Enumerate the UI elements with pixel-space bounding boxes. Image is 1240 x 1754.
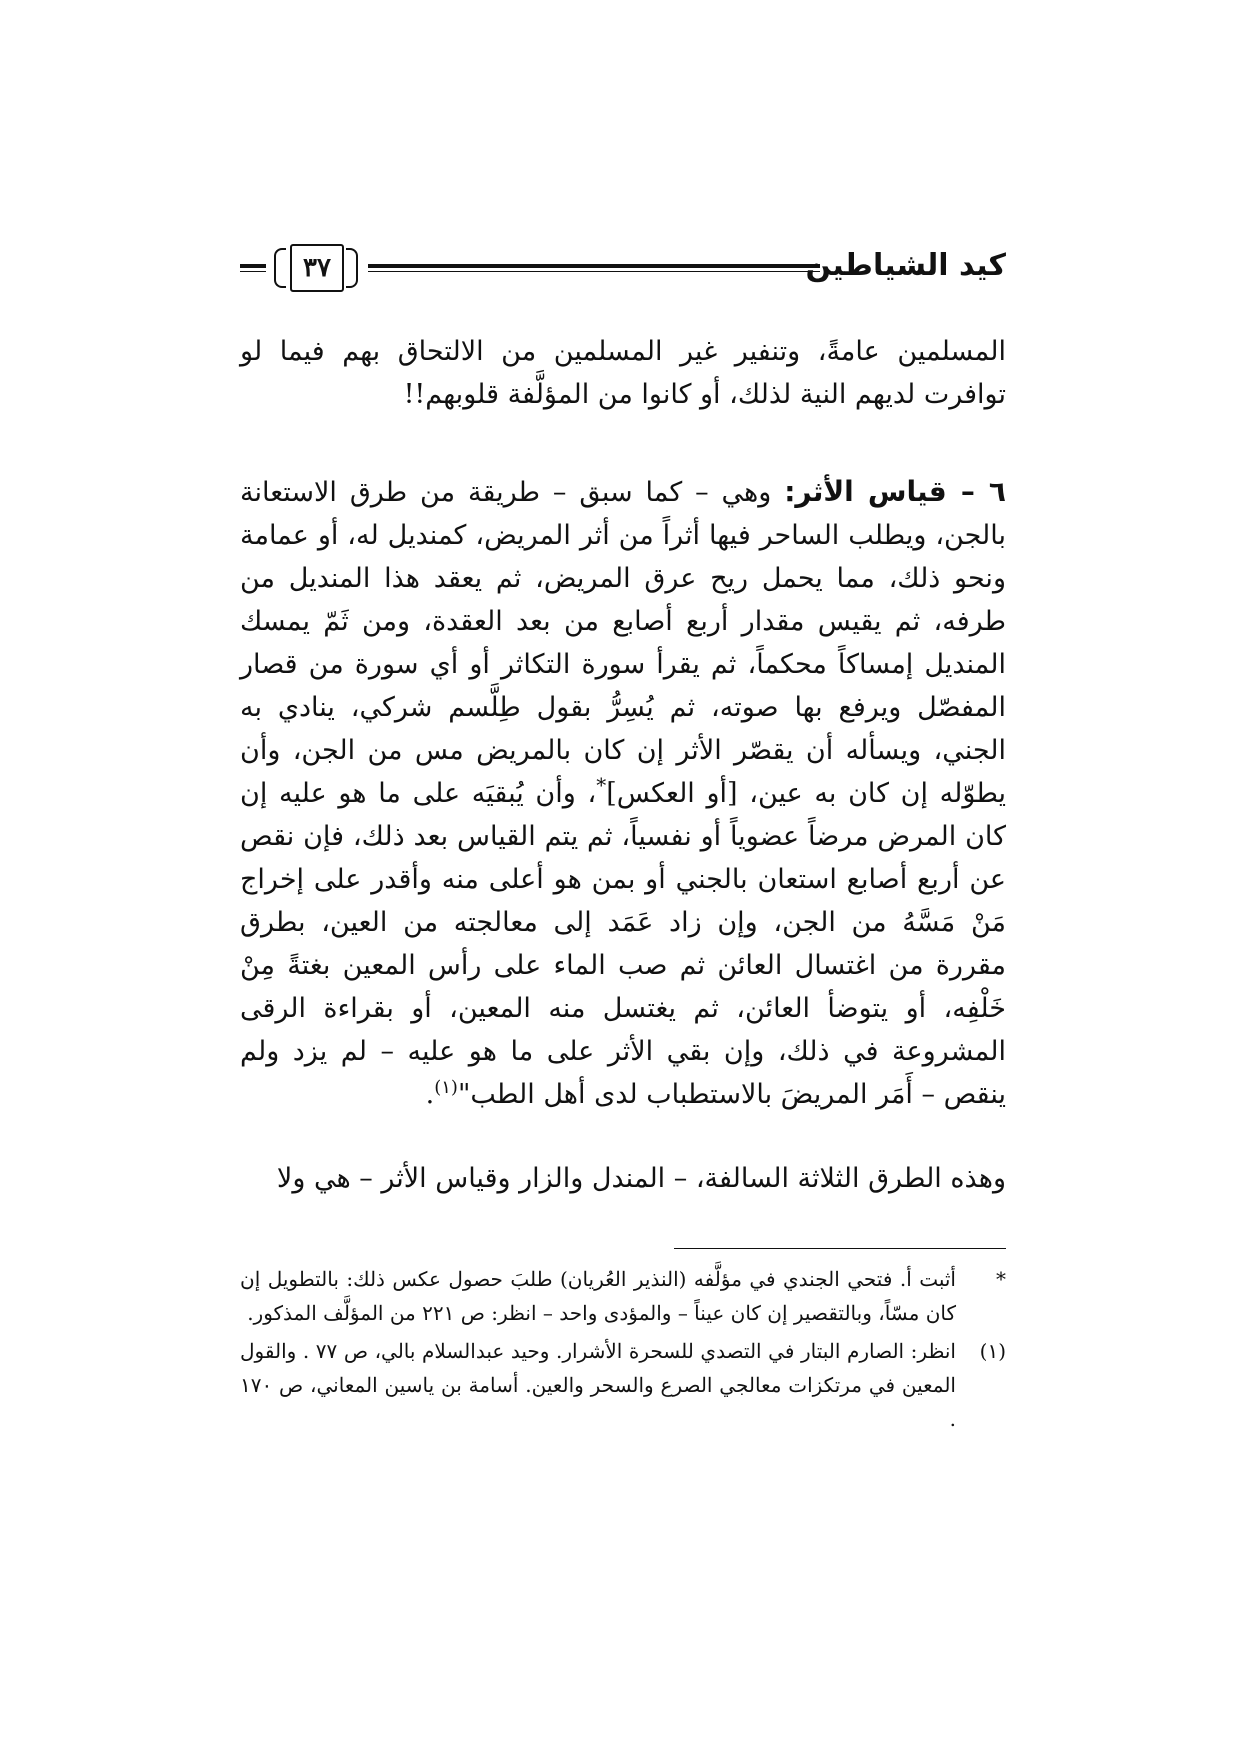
footnote-star-ref: * <box>596 773 607 797</box>
page-number-frame <box>268 242 364 292</box>
footnote-text: انظر: الصارم البتار في التصدي للسحرة الأشرار. وحيد عبدالسلام بالي، ص ٧٧ . والقول المعين في مرتكزات معالجي الصرع والسحر والعين. أسامة بن ياسين المعاني، ص ١٧٠ . <box>240 1339 956 1431</box>
page-number: ٣٧ <box>303 253 331 283</box>
footnote-mark: * <box>996 1267 1006 1291</box>
frame-bracket-left <box>274 248 286 288</box>
footnote-item <box>240 1334 1006 1436</box>
footnote-mark: (١) <box>979 1339 1006 1363</box>
paragraph-athar-measurement <box>240 470 1006 1116</box>
paragraph-text-part1: وهي – كما سبق – طريقة من طرق الاستعانة بالجن، ويطلب الساحر فيها أثراً من أثر المريض، كمنديل له، أو عمامة ونحو ذلك، مما يحمل ريح عرق المريض، ثم يعقد هذا المنديل من طرفه، ثم يقيس مقدار أربع أصابع من بعد العقدة، ومن ثَمّ يمسك المنديل إمساكاً محكماً، ثم يقرأ سورة التكاثر أو أي سورة من قصار المفصّل ويرفع بها صوته، ثم يُسِرُّ بقول طِلَّسم شركي، ينادي به الجني، ويسأله أن يقصّر الأثر إن كان بالمريض مس من الجن، وأن يطوّله إن كان به عين، [أو العكس] <box>240 477 1006 809</box>
footnote-separator <box>674 1248 1006 1249</box>
header-rule-end <box>240 264 266 272</box>
footnotes <box>240 1262 1006 1440</box>
paragraph-text-part2: ، وأن يُبقيَه على ما هو عليه إن كان المرض مرضاً عضوياً أو نفسياً، ثم يتم القياس بعد ذلك، فإن نقص عن أربع أصابع استعان بالجني أو بمن هو أعلى منه وأقدر على إخراج مَنْ مَسَّهُ من الجن، وإن زاد عَمَد إلى معالجته من العين، بطرق مقررة من اغتسال العائن ثم صب الماء على رأس المعين بغتةً مِنْ خَلْفِه، أو يتوضأ العائن، ثم يغتسل منه المعين، أو بقراءة الرقى المشروعة في ذلك، وإن بقي الأثر على ما هو عليه – لم يزد ولم ينقص – أَمَر المريضَ بالاستطباب لدى أهل الطب" <box>240 778 1006 1110</box>
footnote-text: أثبت أ. فتحي الجندي في مؤلَّفه (النذير العُريان) طلبَ حصول عكس ذلك: بالتطويل إن كان مسّاً، وبالتقصير إن كان عيناً – والمؤدى واحد – انظر: ص ٢٢١ من المؤلَّف المذكور. <box>240 1267 956 1325</box>
paragraph-next: وهذه الطرق الثلاثة السالفة، – المندل والزار وقياس الأثر – هي ولا <box>276 1163 1006 1194</box>
paragraph-end: . <box>425 1079 435 1110</box>
running-title: كيد الشياطين <box>805 248 1006 283</box>
paragraph-continuation: المسلمين عامةً، وتنفير غير المسلمين من الالتحاق بهم فيما لو توافرت لديهم النية لذلك، أو كانوا من المؤلَّفة قلوبهم!! <box>240 336 1006 410</box>
section-heading: ٦ – قياس الأثر: <box>784 475 1006 508</box>
header-rule <box>368 264 820 272</box>
page-header <box>240 242 1006 302</box>
frame-bracket-right <box>346 248 358 288</box>
footnote-item <box>240 1262 1006 1330</box>
footnote-ref-1: (١) <box>434 1077 458 1098</box>
